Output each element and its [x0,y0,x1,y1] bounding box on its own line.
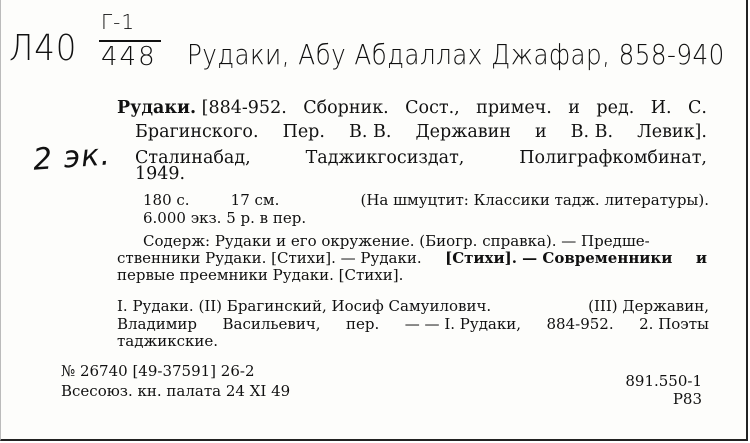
author-mark: Р83 [672,390,702,408]
contents-part: ственники Рудаки. [Стихи]. — Рудаки. [117,249,422,267]
entry-place: Сталинабад, [135,148,251,168]
classification-number: 891.550-1 [625,372,702,390]
entry-word: В. [570,122,590,142]
shelf-code-numerator: Г-1 [101,10,136,34]
tracing-word: 2. Поэты [639,315,709,333]
entry-dates: [884-952. [201,98,287,118]
entry-word: Пер. [282,122,325,142]
tracing-word: Владимир [117,315,197,333]
physical-print-run: 6.000 экз. 5 р. в пер. [143,209,307,227]
entry-word: и [534,122,547,142]
handwritten-copies: 2 эк. [31,137,112,178]
card-number-line: № 26740 [49-37591] 26-2 [61,362,255,380]
entry-word: Левик]. [637,122,707,142]
entry-word: ред. [596,98,635,118]
entry-word: В. [372,122,392,142]
entry-word: и [568,98,580,118]
tracing-line-3: таджикские. [117,332,219,350]
entry-word: Брагинского. [135,122,259,142]
entry-year: 1949. [135,164,186,184]
physical-series: (На шмуцтит: Классики тадж. литературы). [360,191,709,209]
entry-word: В. [348,122,368,142]
entry-word: Сборник. [303,98,389,118]
entry-printer: Полиграфкомбинат, [519,148,707,168]
physical-size: 17 см. [230,191,280,209]
shelf-code-letters: Л40 [9,28,78,69]
entry-line-1 [117,98,707,118]
tracing-word: 884-952. [546,315,614,333]
entry-word: С. [688,98,707,118]
tracing-word: пер. [346,315,380,333]
shelf-code-denominator: 448 [101,42,157,72]
contents-part: [Стихи]. — Современники [445,249,673,267]
tracing-line-2 [117,315,709,333]
tracing-part: (III) Державин, [588,297,709,315]
entry-word: Сост., [405,98,460,118]
entry-line-2 [135,122,707,142]
physical-line-1 [143,191,709,209]
entry-word: Державин [415,122,511,142]
entry-word: примеч. [476,98,552,118]
contents-line-1: Содерж: Рудаки и его окружение. (Биогр. справка). — Предше- [143,232,650,250]
tracing-line-1 [117,297,709,315]
contents-line-2 [117,249,707,267]
contents-line-3: первые преемники Рудаки. [Стихи]. [117,266,404,284]
tracing-part: I. Рудаки. (II) Брагинский, Иосиф Самуилович. [117,297,492,315]
entry-author: Рудаки. [117,98,197,118]
handwritten-heading: Рудаки, Абу Абдаллах Джафар, 858-940 [187,38,725,71]
contents-part: и [695,249,707,267]
tracing-word: Васильевич, [222,315,321,333]
entry-word: И. [650,98,672,118]
entry-word: В. [594,122,614,142]
physical-pages: 180 с. [143,191,190,209]
book-chamber-line: Всесоюз. кн. палата 24 XI 49 [61,382,291,400]
entry-line-3 [135,148,707,168]
tracing-word: — — I. Рудаки, [404,315,522,333]
entry-publisher: Таджикгосиздат, [305,148,465,168]
